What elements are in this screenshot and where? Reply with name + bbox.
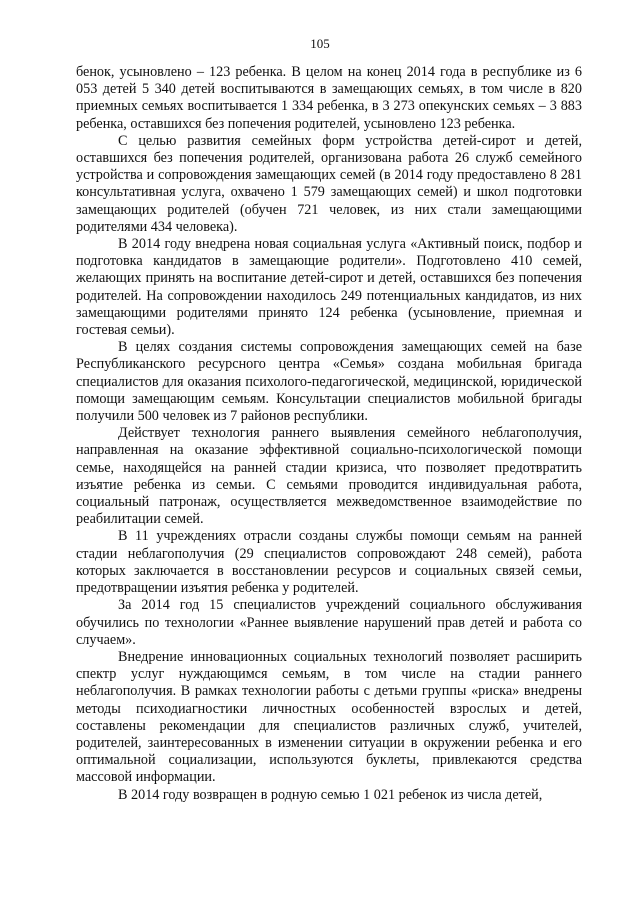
- paragraph: Действует технология раннего выявления семейного неблагополучия, направленная на оказание эффективной социально-психологической помощи семье, находящейся на ранней стадии кризиса, что позволяет предотвратить изъятие ребенка из семьи. С семьями проводится индивидуальная работа, социальный патронаж, осуществляется межведомственное взаимодействие по реабилитации семей.: [76, 425, 582, 528]
- paragraph: С целью развития семейных форм устройства детей-сирот и детей, оставшихся без попечения родителей, организована работа 26 служб семейного устройства и сопровождения замещающих семей (в 2014 году предоставлено 8 281 консультативная услуга, охвачено 1 579 замещающих семей) и школ подготовки замещающих родителей (обучен 721 человек, из них стали замещающими родителями 434 человека).: [76, 132, 582, 235]
- page-number: 105: [310, 36, 330, 51]
- paragraph-continuation: бенок, усыновлено – 123 ребенка. В целом на конец 2014 года в республике из 6 053 детей 5 340 детей воспитываются в замещающих семьях, в том числе в 820 приемных семьях воспитывается 1 334 ребенка, в 3 273 опекунских семьях – 3 883 ребенка, оставшихся без попечения родителей, усыновлено 123 ребенка.: [76, 64, 582, 132]
- paragraph: Внедрение инновационных социальных технологий позволяет расширить спектр услуг нуждающимся семьям, в том числе на стадии раннего неблагополучия. В рамках технологии работы с детьми группы «риска» внедрены методы психодиагностики личностных особенностей взрослых и детей, составлены рекомендации для специалистов различных служб, учителей, родителей, заинтересованных в изменении ситуации в окружении ребенка и его оптимальной социализации, используются буклеты, привлекаются средства массовой информации.: [76, 648, 582, 786]
- paragraph: За 2014 год 15 специалистов учреждений социального обслуживания обучились по технологии «Раннее выявление нарушений прав детей и работа со случаем».: [76, 597, 582, 648]
- paragraph-truncated: В 2014 году возвращен в родную семью 1 021 ребенок из числа детей,: [118, 786, 543, 803]
- paragraph: В 11 учреждениях отрасли созданы службы помощи семьям на ранней стадии неблагополучия (29 специалистов сопровождают 248 семей), работа которых заключается в восстановлении ресурсов и социальных связей семьи, предотвращении изъятия ребенка у родителей.: [76, 528, 582, 597]
- paragraph: В целях создания системы сопровождения замещающих семей на базе Республиканского ресурсного центра «Семья» создана мобильная бригада специалистов для оказания психолого-педагогической, медицинской, юридической помощи замещающим семьям. Консультации специалистов мобильной бригады получили 500 человек из 7 районов республики.: [76, 339, 582, 425]
- paragraph: В 2014 году внедрена новая социальная услуга «Активный поиск, подбор и подготовка кандидатов в замещающие родители». Подготовлено 410 семей, желающих принять на воспитание детей-сирот и детей, оставшихся без попечения родителей. На сопровождении находилось 249 потенциальных кандидатов, из них замещающими родителями принято 124 ребенка (усыновление, приемная и гостевая семьи).: [76, 236, 582, 339]
- document-body: [76, 64, 582, 804]
